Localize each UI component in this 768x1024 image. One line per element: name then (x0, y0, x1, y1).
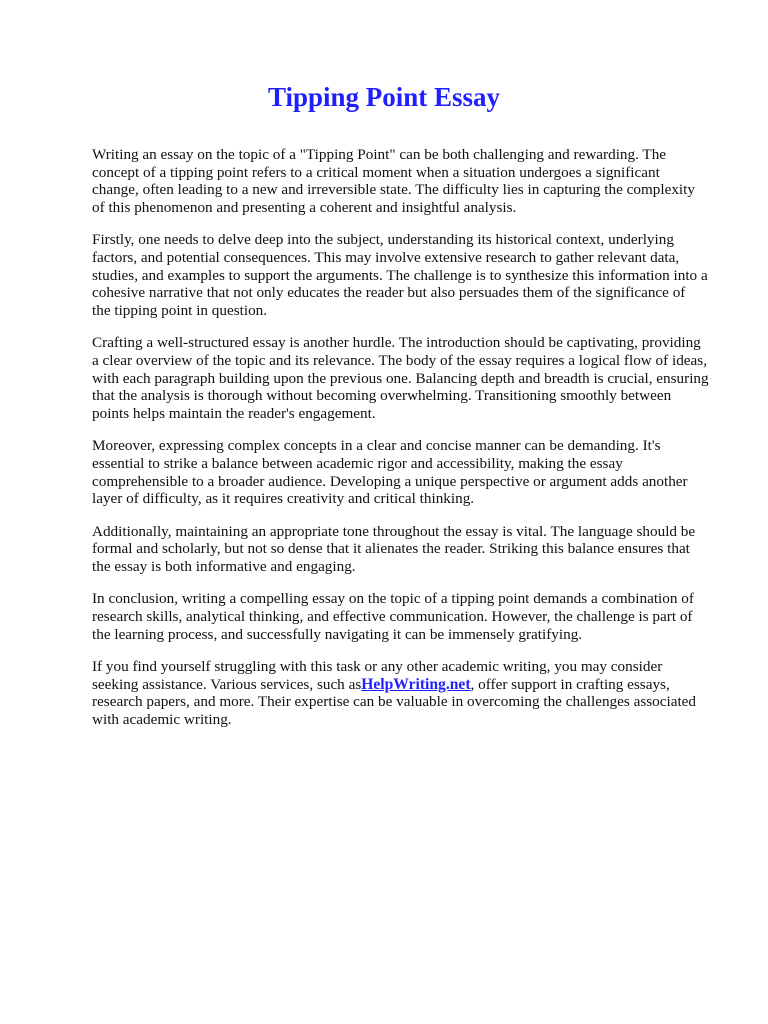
paragraph-line: a clear overview of the topic and its relevance. The body of the essay requires a logical flow of ideas, (92, 351, 707, 369)
essay-body (92, 146, 726, 744)
paragraph (92, 437, 726, 507)
page-title: Tipping Point Essay (267, 82, 501, 112)
paragraph-line: layer of difficulty, as it requires creativity and critical thinking. (92, 490, 475, 508)
paragraph (92, 590, 726, 643)
paragraph-line: If you find yourself struggling with this task or any other academic writing, you may consider (92, 658, 663, 676)
paragraph-list (92, 146, 726, 643)
paragraph (92, 334, 726, 422)
paragraph (92, 146, 726, 216)
paragraph-line: Firstly, one needs to delve deep into the subject, understanding its historical context, underlying (92, 231, 674, 249)
paragraph-line: with each paragraph building upon the previous one. Balancing depth and breadth is crucial, ensuring (92, 369, 709, 387)
paragraph-line: Additionally, maintaining an appropriate tone throughout the essay is vital. The language should be (92, 522, 696, 540)
paragraph-line: the essay is both informative and engaging. (92, 557, 356, 575)
paragraph-line: formal and scholarly, but not so dense that it alienates the reader. Striking this balance ensures that (92, 540, 690, 558)
paragraph-line: the learning process, and successfully navigating it can be immensely gratifying. (92, 625, 583, 643)
paragraph-line: points helps maintain the reader's engagement. (92, 404, 376, 422)
paragraph-line: of this phenomenon and presenting a coherent and insightful analysis. (92, 198, 517, 216)
helpwriting-link[interactable]: HelpWriting.net (361, 675, 471, 693)
paragraph-line: In conclusion, writing a compelling essay on the topic of a tipping point demands a combination of (92, 590, 694, 608)
paragraph-line: with academic writing. (92, 711, 232, 729)
paragraph-line: Moreover, expressing complex concepts in a clear and concise manner can be demanding. It's (92, 437, 661, 455)
inline-text: , offer support in crafting essays, (470, 675, 670, 693)
paragraph-line: the tipping point in question. (92, 301, 268, 319)
paragraph-final (92, 658, 726, 728)
paragraph-line (92, 676, 726, 694)
paragraph (92, 523, 726, 576)
paragraph-line: concept of a tipping point refers to a critical moment when a situation undergoes a significant (92, 163, 660, 181)
paragraph-line: that the analysis is thorough without becoming overwhelming. Transitioning smoothly between (92, 387, 672, 405)
paragraph-line: change, often leading to a new and irreversible state. The difficulty lies in capturing the complexity (92, 181, 695, 199)
paragraph-line: factors, and potential consequences. This may involve extensive research to gather relevant data, (92, 248, 680, 266)
paragraph-line: studies, and examples to support the arguments. The challenge is to synthesize this information into a (92, 266, 708, 284)
paragraph-line: Writing an essay on the topic of a "Tipping Point" can be both challenging and rewarding. The (92, 146, 667, 163)
paragraph (92, 231, 726, 319)
paragraph-line: comprehensible to a broader audience. Developing a unique perspective or argument adds another (92, 472, 688, 490)
paragraph-line: essential to strike a balance between academic rigor and accessibility, making the essay (92, 454, 623, 472)
paragraph-line: cohesive narrative that not only educates the reader but also persuades them of the significance of (92, 284, 686, 302)
inline-text: seeking assistance. Various services, such as (92, 675, 362, 693)
paragraph-line: Crafting a well-structured essay is another hurdle. The introduction should be captivating, providing (92, 334, 701, 352)
paragraph-line: research papers, and more. Their expertise can be valuable in overcoming the challenges associated (92, 693, 697, 711)
paragraph-line: research skills, analytical thinking, and effective communication. However, the challenge is part of (92, 608, 693, 626)
